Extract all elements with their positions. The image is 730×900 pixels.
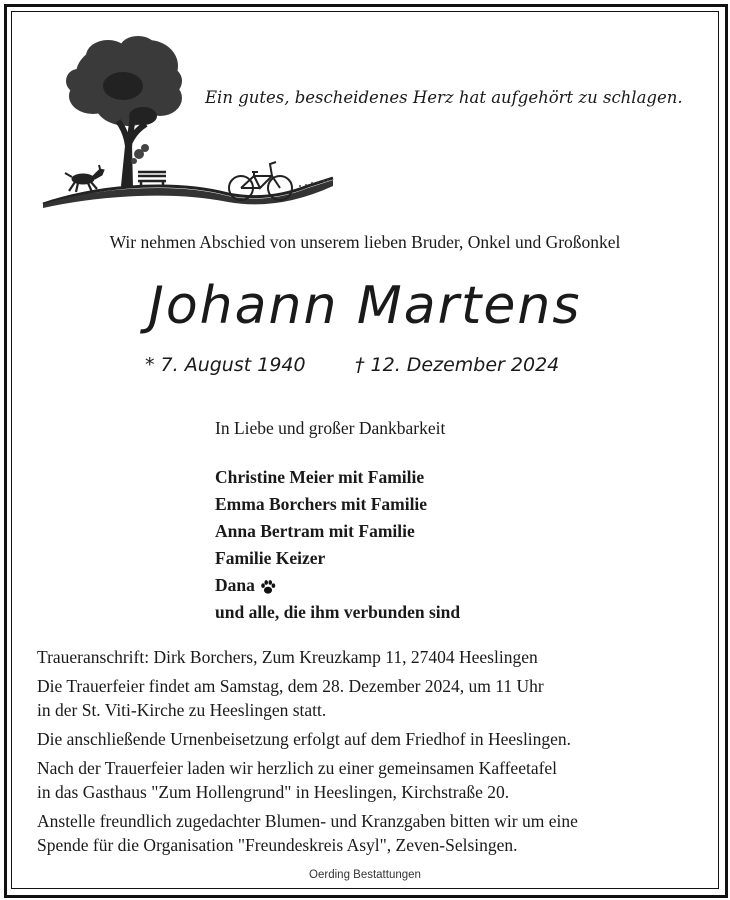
coffee-line-1: Nach der Trauerfeier laden wir herzlich zu einer gemeinsamen Kaffeetafel [37, 758, 558, 778]
ceremony-info [37, 674, 707, 722]
mourning-address: Traueranschrift: Dirk Borchers, Zum Kreuzkamp 11, 27404 Heeslingen [37, 647, 538, 667]
list-item [215, 491, 460, 518]
list-item [215, 545, 460, 572]
mourner-name: und alle, die ihm verbunden sind [215, 602, 461, 622]
mourners-list [215, 464, 460, 626]
mourner-name: Dana [215, 575, 255, 595]
coffee-line-2: in das Gasthaus "Zum Hollengrund" in Heeslingen, Kirchstraße 20. [37, 782, 510, 802]
deceased-name: Johann Martens [148, 276, 582, 336]
intro-text: Wir nehmen Abschied von unserem lieben Bruder, Onkel und Großonkel [109, 232, 621, 252]
mourner-name: Familie Keizer [215, 548, 326, 568]
birth-date: * 7. August 1940 [145, 354, 306, 376]
ceremony-line-2: in der St. Viti-Kirche zu Heeslingen statt. [37, 700, 327, 720]
list-item [215, 518, 460, 545]
coffee-info [37, 756, 707, 804]
mourner-name: Christine Meier mit Familie [215, 467, 425, 487]
paw-print-icon [259, 578, 277, 596]
list-item [215, 599, 460, 626]
funeral-home-credit: Oerding Bestattungen [309, 869, 421, 881]
list-item [215, 572, 460, 599]
list-item [215, 464, 460, 491]
funeral-info [37, 645, 707, 862]
donation-line-2: Spende für die Organisation "Freundeskreis Asyl", Zeven-Selsingen. [37, 835, 518, 855]
mourner-name: Anna Bertram mit Familie [215, 521, 415, 541]
donation-line-1: Anstelle freundlich zugedachter Blumen- und Kranzgaben bitten wir um eine [37, 811, 578, 831]
thanks-line: In Liebe und großer Dankbarkeit [215, 418, 446, 438]
motto-quote: Ein gutes, bescheidenes Herz hat aufgehört zu schlagen. [205, 88, 683, 107]
donation-info [37, 809, 707, 857]
mourner-name: Emma Borchers mit Familie [215, 494, 428, 514]
ceremony-line-1: Die Trauerfeier findet am Samstag, dem 28. Dezember 2024, um 11 Uhr [37, 676, 544, 696]
tree-dog-bench-bicycle-illustration [38, 36, 338, 211]
burial-info: Die anschließende Urnenbeisetzung erfolgt auf dem Friedhof in Heeslingen. [37, 729, 572, 749]
death-date: † 12. Dezember 2024 [355, 354, 560, 376]
